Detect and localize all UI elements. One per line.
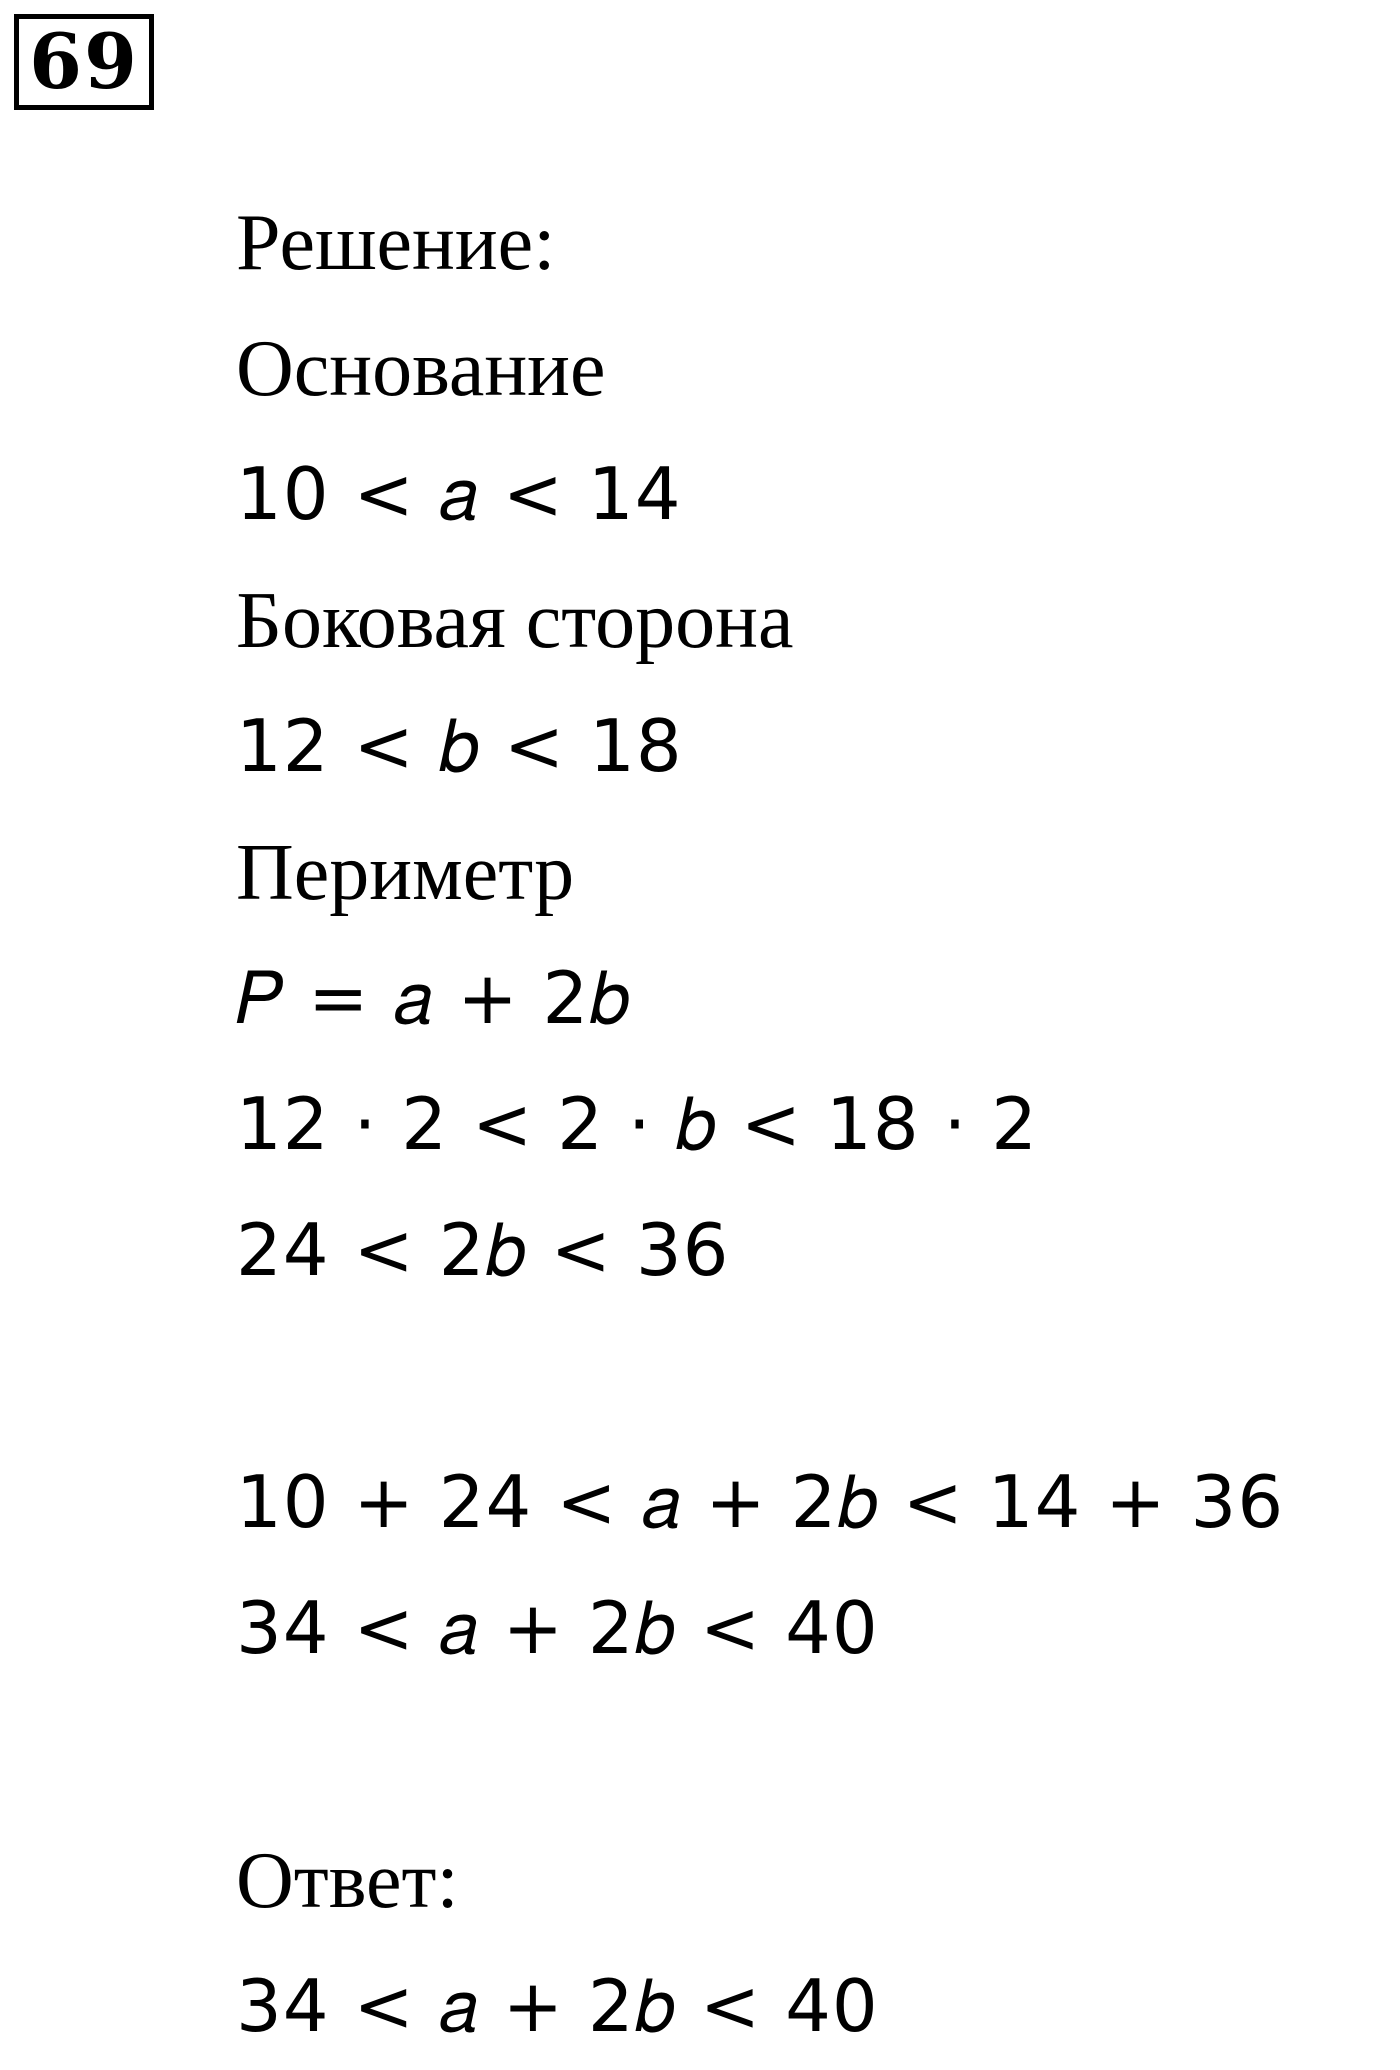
sum-step: 10 + 24 < 𝑎 + 2𝑏 < 14 + 36 <box>236 1460 1285 1544</box>
blank-line <box>236 1692 1396 1818</box>
solution-body <box>236 180 1396 2070</box>
sum-result: 34 < 𝑎 + 2𝑏 < 40 <box>236 1586 879 1670</box>
solution-heading: Решение: <box>236 198 556 287</box>
side-label: Боковая сторона <box>236 576 794 665</box>
perimeter-label: Периметр <box>236 828 575 917</box>
answer-label: Ответ: <box>236 1836 459 1925</box>
perimeter-formula: 𝑃 = 𝑎 + 2𝑏 <box>236 956 631 1040</box>
side-inequality: 12 < 𝑏 < 18 <box>236 704 683 788</box>
doubled-side-step: 12 · 2 < 2 · 𝑏 < 18 · 2 <box>236 1082 1039 1166</box>
answer-inequality: 34 < 𝑎 + 2𝑏 < 40 <box>236 1964 879 2048</box>
blank-line <box>236 1314 1396 1440</box>
base-inequality: 10 < 𝑎 < 14 <box>236 452 682 536</box>
problem-number-box <box>14 14 154 110</box>
doubled-side-result: 24 < 2𝑏 < 36 <box>236 1208 730 1292</box>
base-label: Основание <box>236 324 606 413</box>
problem-number: 69 <box>29 17 139 106</box>
